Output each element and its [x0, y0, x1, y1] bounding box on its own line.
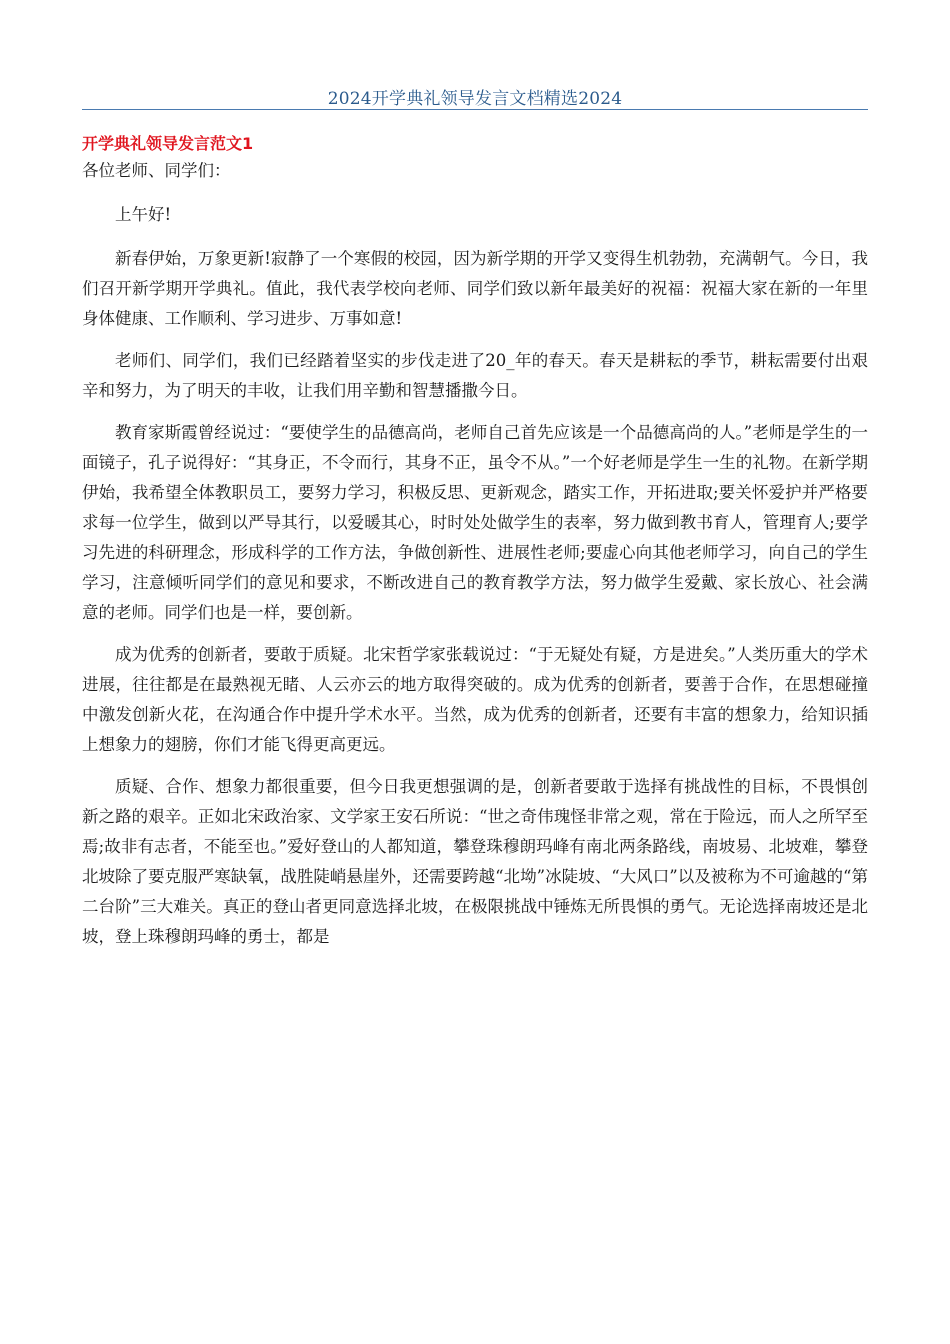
- document-header-title: 2024开学典礼领导发言文档精选2024: [327, 89, 623, 109]
- paragraph: 质疑、合作、想象力都很重要，但今日我更想强调的是，创新者要敢于选择有挑战性的目标，不畏惧创新之路的艰辛。正如北宋政治家、文学家王安石所说：“世之奇伟瑰怪非常之观，常在于险远，而人之所罕至焉;故非有志者，不能至也。”爱好登山的人都知道，攀登珠穆朗玛峰有南北两条路线，南坡易、北坡难，攀登北坡除了要克服严寒缺氧，战胜陡峭悬崖外，还需要跨越“北坳”冰陡坡、“大风口”以及被称为不可逾越的“第二台阶”三大难关。真正的登山者更同意选择北坡，在极限挑战中锤炼无所畏惧的勇气。无论选择南坡还是北坡，登上珠穆朗玛峰的勇士，都是: [82, 777, 868, 946]
- paragraph: 新春伊始，万象更新!寂静了一个寒假的校园，因为新学期的开学又变得生机勃勃，充满朝气。今日，我们召开新学期开学典礼。值此，我代表学校向老师、同学们致以新年最美好的祝福：祝福大家在新的一年里身体健康、工作顺利、学习进步、万事如意!: [82, 249, 868, 328]
- salutation: 各位老师、同学们：: [82, 161, 231, 180]
- paragraph-greeting: 上午好!: [115, 205, 172, 224]
- paragraph: 成为优秀的创新者，要敢于质疑。北宋哲学家张载说过：“于无疑处有疑，方是进矣。”人类历重大的学术进展，往往都是在最熟视无睹、人云亦云的地方取得突破的。成为优秀的创新者，要善于合作，在思想碰撞中激发创新火花，在沟通合作中提升学术水平。当然，成为优秀的创新者，还要有丰富的想象力，给知识插上想象力的翅膀，你们才能飞得更高更远。: [82, 645, 868, 754]
- header-divider: [82, 109, 868, 110]
- section-heading: 开学典礼领导发言范文1: [82, 134, 254, 153]
- document-body: [82, 156, 868, 952]
- paragraph: 老师们、同学们，我们已经踏着坚实的步伐走进了20_年的春天。春天是耕耘的季节，耕耘需要付出艰辛和努力，为了明天的丰收，让我们用辛勤和智慧播撒今日。: [82, 351, 868, 400]
- paragraph: 教育家斯霞曾经说过：“要使学生的品德高尚，老师自己首先应该是一个品德高尚的人。”老师是学生的一面镜子，孔子说得好：“其身正，不令而行，其身不正，虽令不从。”一个好老师是学生一生的礼物。在新学期伊始，我希望全体教职员工，要努力学习，积极反思、更新观念，踏实工作，开拓进取;要关怀爱护并严格要求每一位学生，做到以严导其行，以爱暖其心，时时处处做学生的表率，努力做到教书育人，管理育人;要学习先进的科研理念，形成科学的工作方法，争做创新性、进展性老师;要虚心向其他老师学习，向自己的学生学习，注意倾听同学们的意见和要求，不断改进自己的教育教学方法，努力做学生爱戴、家长放心、社会满意的老师。同学们也是一样，要创新。: [82, 423, 868, 622]
